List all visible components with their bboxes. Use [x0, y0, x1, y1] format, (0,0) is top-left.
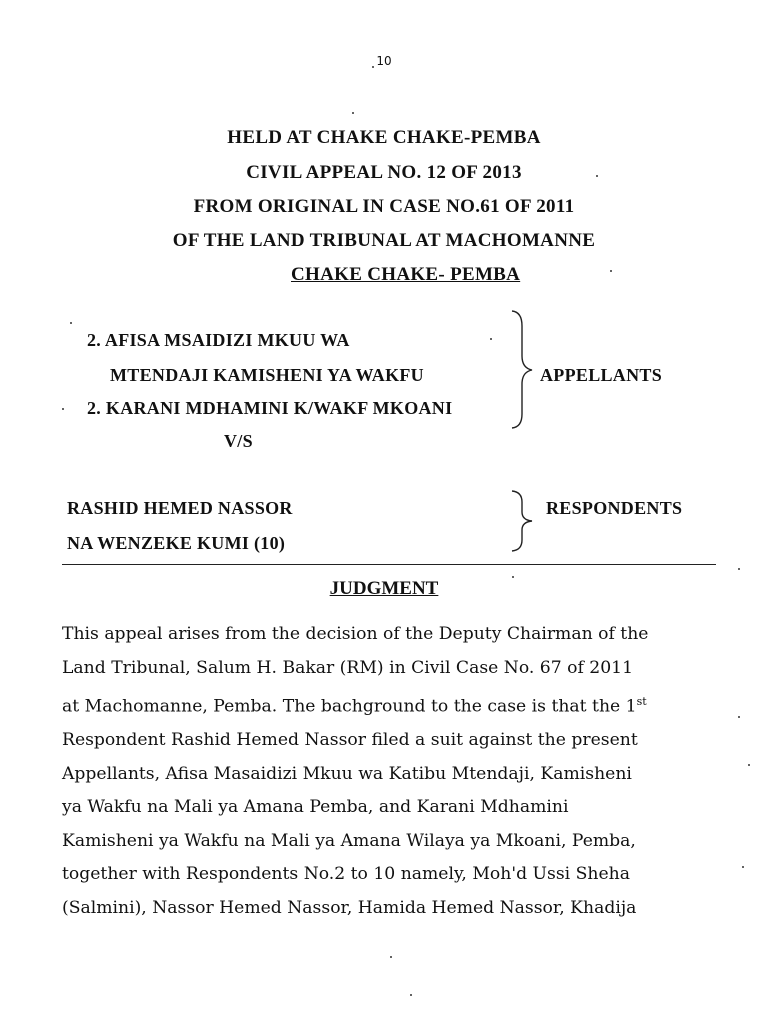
appellant-2: 2. KARANI MDHAMINI K/WAKF MKOANI: [87, 398, 453, 418]
respondent-1: RASHID HEMED NASSOR: [67, 498, 293, 518]
scan-speck: [738, 716, 740, 718]
respondents-brace: [508, 488, 538, 554]
tribunal-location: CHAKE CHAKE- PEMBA: [291, 264, 521, 285]
judgment-line: Land Tribunal, Salum H. Bakar (RM) in Civil Case No. 67 of 2011: [62, 657, 634, 678]
appeal-number-heading: CIVIL APPEAL NO. 12 OF 2013: [246, 162, 522, 183]
ordinal-suffix: st: [636, 695, 647, 708]
original-case-heading: FROM ORIGINAL IN CASE NO.61 OF 2011: [193, 196, 575, 217]
scan-speck: [738, 568, 740, 570]
judgment-line: Kamisheni ya Wakfu na Mali ya Amana Wilaya ya Mkoani, Pemba,: [62, 830, 636, 851]
page-number: 10: [376, 54, 392, 68]
judgment-line: [62, 685, 722, 724]
scan-speck: [352, 112, 354, 114]
scan-speck: [490, 338, 492, 340]
appellants-label: APPELLANTS: [540, 365, 663, 385]
section-divider: [62, 564, 716, 565]
respondents-label: RESPONDENTS: [546, 498, 683, 518]
scan-speck: [410, 994, 412, 996]
court-location-heading: HELD AT CHAKE CHAKE-PEMBA: [227, 127, 541, 148]
judgment-line: (Salmini), Nassor Hemed Nassor, Hamida Hemed Nassor, Khadija: [62, 897, 637, 918]
scan-speck: [372, 66, 374, 68]
scan-speck: [742, 866, 744, 868]
scan-speck: [596, 175, 598, 177]
scan-speck: [390, 956, 392, 958]
scan-speck: [748, 764, 750, 766]
appellant-1-line-2: MTENDAJI KAMISHENI YA WAKFU: [110, 365, 424, 385]
appellants-brace: [508, 308, 538, 430]
scan-speck: [512, 576, 514, 578]
judgment-line: Respondent Rashid Hemed Nassor filed a suit against the present: [62, 730, 638, 751]
judgment-body: [62, 618, 722, 925]
judgment-line: Appellants, Afisa Masaidizi Mkuu wa Katibu Mtendaji, Kamisheni: [62, 763, 632, 784]
judgment-line: This appeal arises from the decision of the Deputy Chairman of the: [62, 624, 649, 644]
scan-speck: [70, 322, 72, 324]
versus-label: V/S: [224, 431, 253, 451]
judgment-line-text: at Machomanne, Pemba. The bachground to the case is that the 1: [62, 696, 637, 717]
judgment-title: JUDGMENT: [329, 578, 439, 599]
tribunal-heading: OF THE LAND TRIBUNAL AT MACHOMANNE: [172, 230, 596, 251]
scan-speck: [610, 270, 612, 272]
respondent-others: NA WENZEKE KUMI (10): [67, 533, 286, 553]
appellant-1-line-1: 2. AFISA MSAIDIZI MKUU WA: [87, 330, 350, 350]
scan-speck: [62, 408, 64, 410]
judgment-line: together with Respondents No.2 to 10 namely, Moh'd Ussi Sheha: [62, 864, 630, 885]
judgment-line: ya Wakfu na Mali ya Amana Pemba, and Karani Mdhamini: [62, 797, 569, 818]
